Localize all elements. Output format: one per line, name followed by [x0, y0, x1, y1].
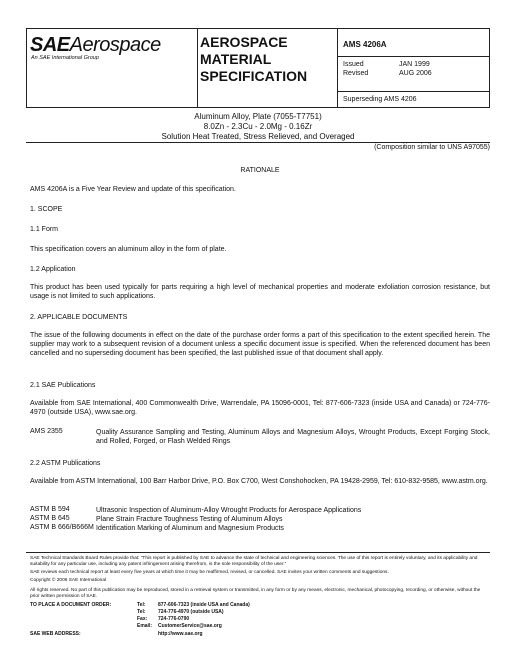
rationale-text: AMS 4206A is a Five Year Review and update of this specification.: [30, 186, 236, 193]
section-scope-heading: 1. SCOPE: [30, 206, 63, 213]
reference-title: Plane Strain Fracture Toughness Testing of Aluminum Alloys: [96, 516, 283, 523]
title-line: MATERIAL: [200, 51, 272, 67]
tel-value: 877-606-7323 (inside USA and Canada): [158, 602, 250, 608]
material-line: 8.0Zn - 2.3Cu - 2.0Mg - 0.16Zr: [203, 122, 313, 131]
tel2-label: Tel:: [137, 609, 146, 615]
logo-aerospace: Aerospace: [69, 34, 161, 56]
revised-label: Revised: [343, 70, 369, 77]
section-applicable-documents-heading: 2. APPLICABLE DOCUMENTS: [30, 314, 128, 321]
reference-code: AMS 2355: [30, 428, 63, 435]
document-type-title: [200, 34, 307, 85]
section-application-heading: 1.2 Application: [30, 266, 76, 273]
email-link[interactable]: CustomerService@sae.org: [158, 623, 222, 629]
material-line: Aluminum Alloy, Plate (7055-T7751): [194, 112, 322, 121]
section-sae-publications-heading: 2.1 SAE Publications: [30, 382, 96, 389]
document-number: AMS 4206A: [343, 40, 387, 49]
reference-title: Quality Assurance Sampling and Testing, Aluminum Alloys and Magnesium Alloys, Wrought Products, Except Forging Stock, and Rolled, Forged, or Flash Welded Rings: [96, 429, 490, 445]
reference-title: Identification Marking of Aluminum and Magnesium Products: [96, 525, 284, 532]
application-text: This product has been used typically for parts requiring a high level of mechanical properties and moderate exfoliation corrosion resistance, but usage is not limited to such applications.: [30, 284, 490, 300]
form-text: This specification covers an aluminum alloy in the form of plate.: [30, 246, 227, 253]
tel-label: Tel:: [137, 602, 146, 608]
section-astm-publications-heading: 2.2 ASTM Publications: [30, 460, 101, 467]
astm-publications-text: Available from ASTM International, 100 Barr Harbor Drive, P.O. Box C700, West Conshohocken, PA 19428-2959, Tel: 610-832-9585, www.astm.org.: [30, 478, 488, 485]
email-label: Email:: [137, 623, 153, 629]
logo-subtitle: An SAE International Group: [31, 55, 99, 61]
material-line: Solution Heat Treated, Stress Relieved, and Overaged: [161, 132, 355, 141]
fax-value: 724-776-0790: [158, 616, 190, 622]
reference-title: Ultrasonic Inspection of Aluminum-Alloy Wrought Products for Aerospace Applications: [96, 507, 362, 514]
section-form-heading: 1.1 Form: [30, 226, 59, 233]
rationale-heading: RATIONALE: [240, 167, 280, 174]
footer-rules-text: SAE Technical Standards Board Rules provide that: “This report is published by SAE to advance the state of technical and engineering sciences. The use of this report is entirely voluntary, and its applicability and suitability for any particular use, including any patent infringement arising therefrom, is the sole responsibility of the user.”: [30, 556, 478, 567]
footer-divider: [26, 552, 490, 553]
reference-code: ASTM B 666/B666M: [30, 524, 94, 531]
composition-note: (Composition similar to UNS A97055): [374, 144, 490, 151]
material-title: [26, 112, 490, 142]
tel2-value: 724-776-4970 (outside USA): [158, 609, 224, 615]
reference-code: ASTM B 645: [30, 515, 70, 522]
header-divider: [337, 56, 489, 57]
revised-date: AUG 2006: [399, 70, 432, 77]
header-divider: [337, 29, 338, 107]
logo-sae: SAE: [30, 34, 70, 56]
header-divider: [197, 29, 198, 107]
reference-code: ASTM B 594: [30, 506, 70, 513]
footer-rights-text: All rights reserved. No part of this publication may be reproduced, stored in a retrieval system or transmitted, in any form or by any means, electronic, mechanical, photocopying, recording, or otherwise, without the prior written permission of SAE.: [30, 588, 481, 599]
web-link[interactable]: http://www.sae.org: [158, 631, 203, 637]
issued-label: Issued: [343, 61, 364, 68]
footer-review-text: SAE reviews each technical report at least every five years at which time it may be reaffirmed, revised, or cancelled. SAE invites your written comments and suggestions.: [30, 570, 389, 575]
applicable-documents-text: The issue of the following documents in effect on the date of the purchase order forms a part of this specification to the extent specified herein. The supplier may work to a subsequent revision of a document unless a specific document issue is specified. When the referenced document has been cancelled and no superseding document has been specified, the last published issue of that document shall apply.: [30, 332, 490, 357]
header-divider: [337, 91, 489, 92]
footer-copyright: Copyright © 2006 SAE International: [30, 578, 107, 583]
title-line: SPECIFICATION: [200, 68, 308, 84]
web-label: SAE WEB ADDRESS:: [30, 631, 81, 637]
issued-date: JAN 1999: [399, 61, 430, 68]
sae-publications-text: Available from SAE International, 400 Commonwealth Drive, Warrendale, PA 15096-0001, Tel: 877-606-7323 (inside USA and Canada) or 724-776-4970 (outside USA), www.sae.org.: [30, 400, 490, 416]
title-line: AEROSPACE: [200, 34, 288, 50]
divider: [26, 142, 490, 143]
sae-aerospace-logo: [30, 34, 161, 57]
order-label: TO PLACE A DOCUMENT ORDER:: [30, 602, 112, 608]
superseding-note: Superseding AMS 4206: [343, 96, 417, 103]
fax-label: Fax:: [137, 616, 148, 622]
